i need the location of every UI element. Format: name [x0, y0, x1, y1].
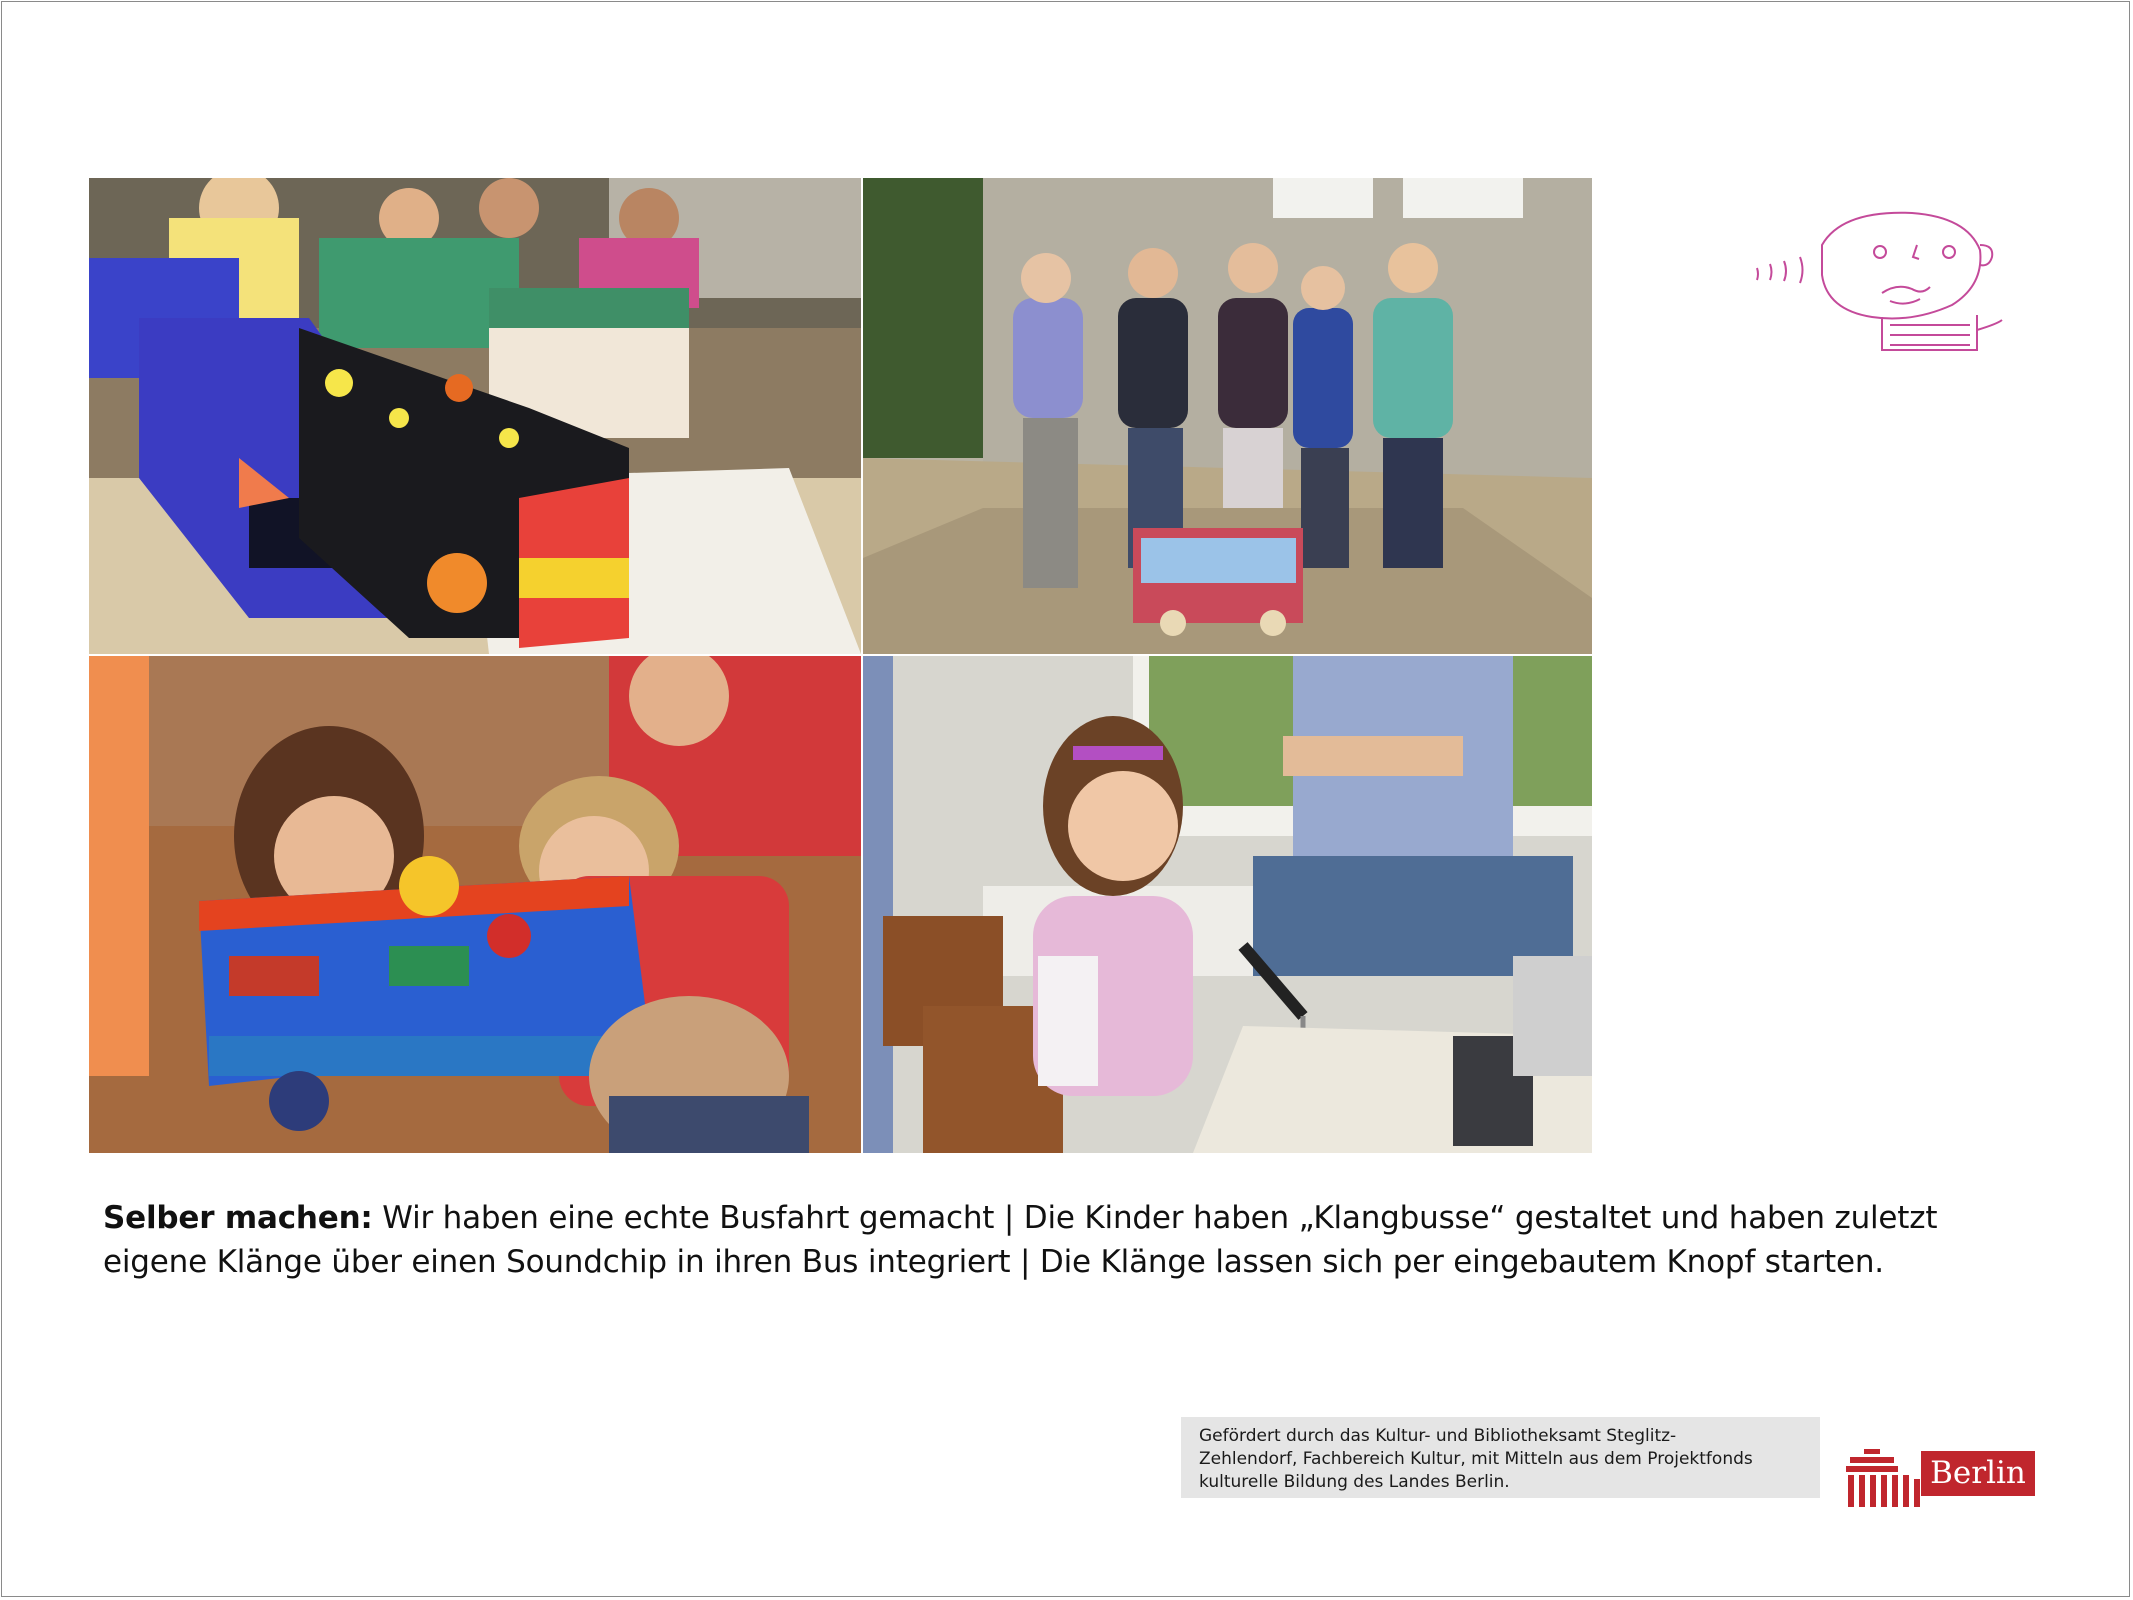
photo-children-inspecting-bus	[89, 656, 861, 1153]
photo-children-group	[863, 178, 1592, 654]
photo-painted-buses	[89, 178, 861, 654]
caption-text	[103, 1196, 1983, 1284]
child-drawing-face	[1752, 205, 2032, 355]
caption-lead: Selber machen:	[103, 1200, 373, 1236]
funding-line-1: Gefördert durch das Kultur- und Bibliotheksamt Steglitz-	[1199, 1426, 1677, 1446]
photo-girl-microphone	[863, 656, 1592, 1153]
funding-line-3: kulturelle Bildung des Landes Berlin.	[1199, 1472, 1510, 1492]
funding-note	[1181, 1417, 1820, 1498]
caption-body: Wir haben eine echte Busfahrt gemacht | Die Kinder haben „Klangbusse“ gestaltet und haben zuletzt eigene Klänge über einen Soundchip in ihren Bus integriert | Die Klänge lassen sich per eingebautem Knopf starten.	[103, 1200, 1938, 1280]
funding-line-2: Zehlendorf, Fachbereich Kultur, mit Mitteln aus dem Projektfonds	[1199, 1449, 1753, 1469]
berlin-logo-wordmark: Berlin	[1921, 1451, 2035, 1496]
